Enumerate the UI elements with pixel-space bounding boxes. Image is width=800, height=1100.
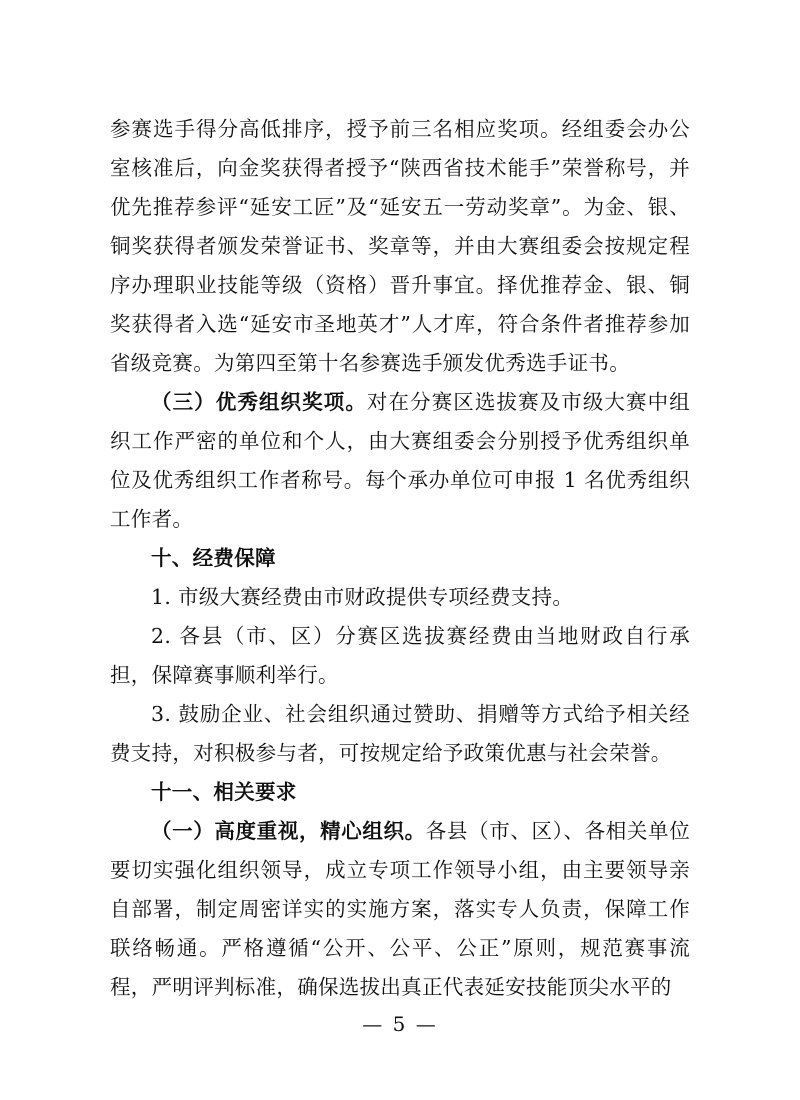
paragraph-organization-award bbox=[110, 383, 690, 539]
organization-award-text: 对在分赛区选拔赛及市级大赛中组织工作严密的单位和个人，由大赛组委会分别授予优秀组织单位及优秀组织工作者称号。每个承办单位可申报 1 名优秀组织工作者。 bbox=[110, 390, 691, 531]
section-heading-requirements: 十一、相关要求 bbox=[151, 780, 297, 804]
paragraph-funding-2: 2. 各县（市、区）分赛区选拔赛经费由当地财政自行承担，保障赛事顺利举行。 bbox=[110, 624, 690, 687]
organization-award-title: （三）优秀组织奖项。 bbox=[151, 390, 367, 414]
requirements-1-title: （一）高度重视，精心组织。 bbox=[151, 819, 426, 843]
paragraph-funding-1: 1. 市级大赛经费由市财政提供专项经费支持。 bbox=[151, 585, 574, 609]
document-body bbox=[110, 110, 690, 1007]
page-number: — 5 — bbox=[362, 1012, 438, 1036]
paragraph-requirements-1 bbox=[110, 812, 690, 1007]
requirements-1-text: 各县（市、区）、各相关单位要切实强化组织领导，成立专项工作领导小组，由主要领导亲自部署，制定周密详实的实施方案，落实专人负责，保障工作联络畅通。严格遵循“公开、公平、公正”原则，规范赛事流程，严明评判标准，确保选拔出真正代表延安技能顶尖水平的 bbox=[110, 819, 690, 999]
paragraph-funding-3: 3. 鼓励企业、社会组织通过赞助、捐赠等方式给予相关经费支持，对积极参与者，可按规定给予政策优惠与社会荣誉。 bbox=[110, 702, 690, 765]
section-heading-funding: 十、经费保障 bbox=[151, 546, 276, 570]
paragraph-awards-ranking: 参赛选手得分高低排序，授予前三名相应奖项。经组委会办公室核准后，向金奖获得者授予“陕西省技术能手”荣誉称号，并优先推荐参评“延安工匠”及“延安五一劳动奖章”。为金、银、铜奖获得者颁发荣誉证书、奖章等，并由大赛组委会按规定程序办理职业技能等级（资格）晋升事宜。择优推荐金、银、铜奖获得者入选“延安市圣地英才”人才库，符合条件者推荐参加省级竞赛。为第四至第十名参赛选手颁发优秀选手证书。 bbox=[110, 117, 690, 375]
